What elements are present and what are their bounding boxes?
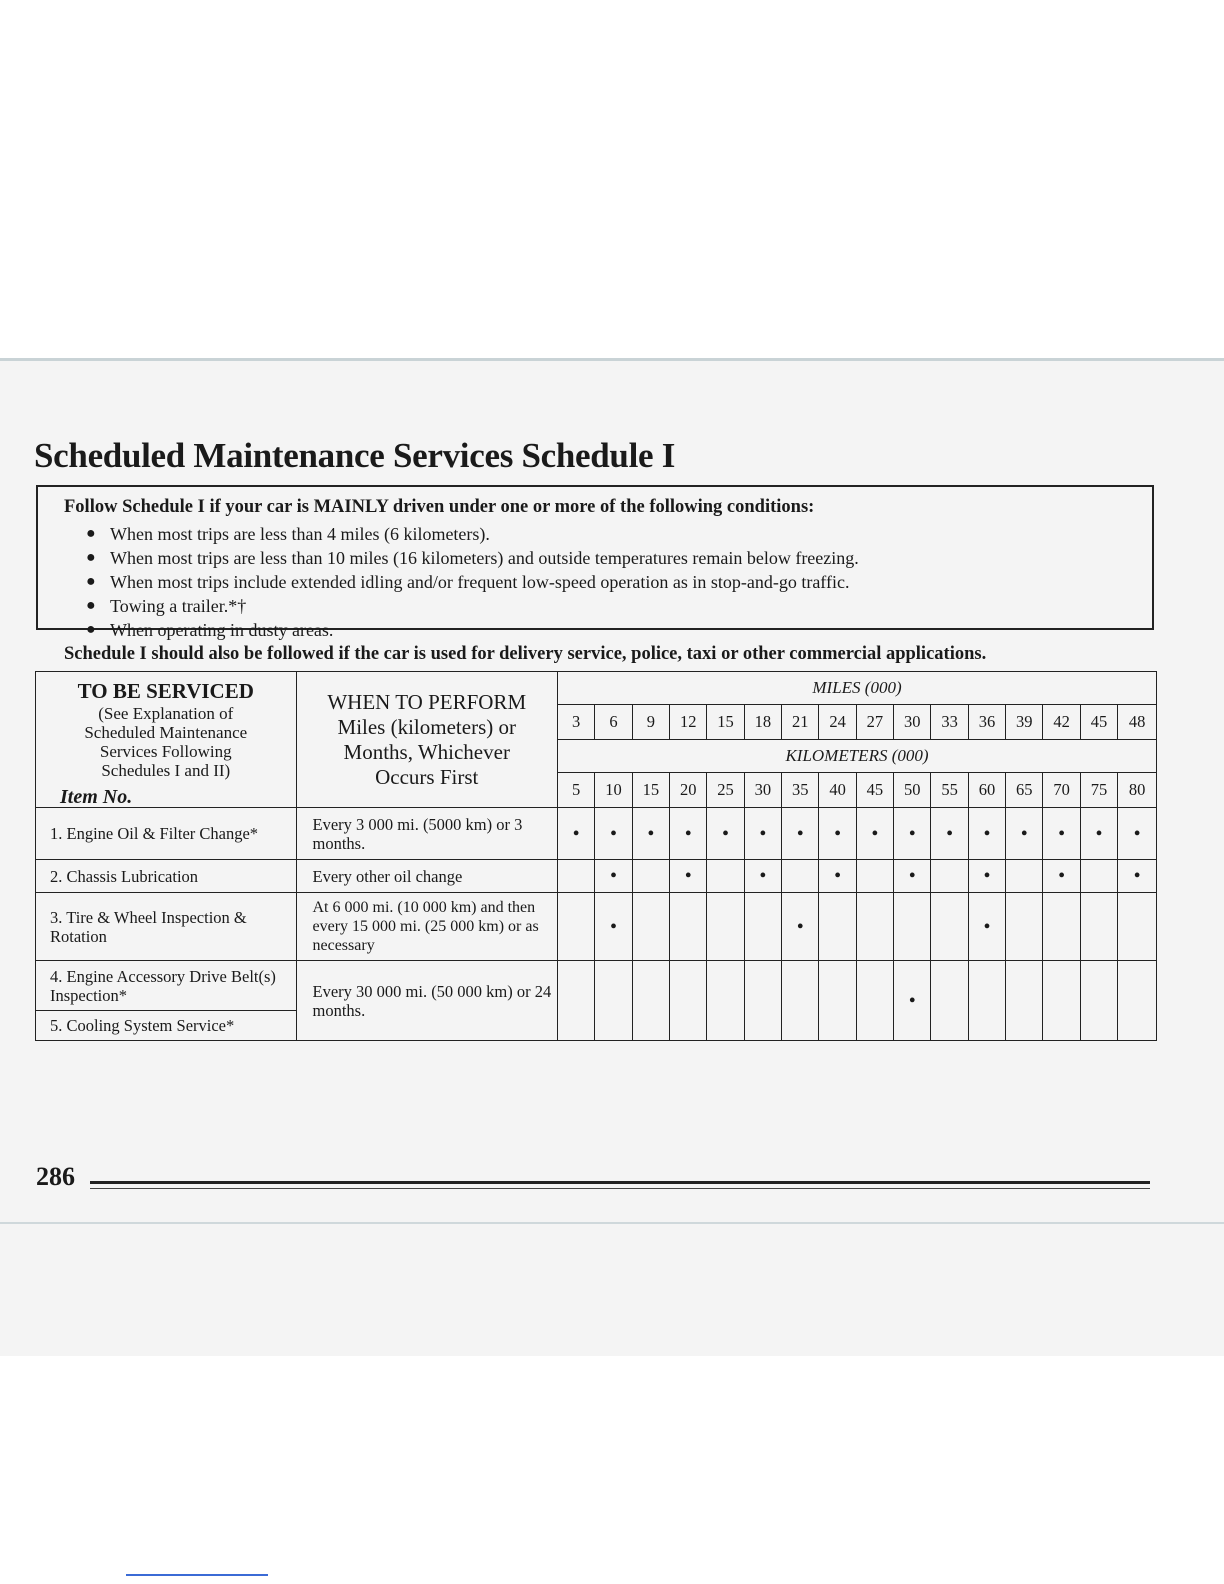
empty-cell [1006,893,1043,961]
table-row [36,893,1157,961]
page-top-edge [0,358,1224,361]
service-dot: • [819,860,856,893]
miles-39: 39 [1006,705,1043,740]
miles-45: 45 [1080,705,1117,740]
conditions-list [86,522,1152,642]
service-dot: • [1043,808,1080,860]
miles-9: 9 [632,705,669,740]
empty-cell [1006,961,1043,1041]
empty-cell [595,961,632,1041]
empty-cell [558,893,595,961]
miles-24: 24 [819,705,856,740]
header-to-be-serviced [36,672,297,808]
conditions-intro: Follow Schedule I if your car is MAINLY driven under one or more of the following conditions: [64,497,815,517]
header-serviced-title: TO BE SERVICED [77,679,254,703]
km-35: 35 [782,773,819,808]
page-bottom-edge [0,1222,1224,1224]
service-dot: • [707,808,744,860]
empty-cell [632,860,669,893]
service-label: 1. Engine Oil & Filter Change* [50,824,259,843]
miles-48: 48 [1118,705,1157,740]
miles-33: 33 [931,705,968,740]
empty-cell [558,860,595,893]
empty-cell [632,893,669,961]
service-dot: • [595,860,632,893]
empty-cell [744,961,781,1041]
bullet-icon: ● [86,573,96,590]
empty-cell [707,961,744,1041]
condition-text: When operating in dusty areas. [110,620,334,640]
km-80: 80 [1118,773,1157,808]
condition-item [86,570,1152,594]
km-55: 55 [931,773,968,808]
empty-cell [931,860,968,893]
service-dot: • [595,808,632,860]
service-dot: • [931,808,968,860]
service-dot: • [744,860,781,893]
service-dot: • [1006,808,1043,860]
service-tire-wheel: 3. Tire & Wheel Inspection & Rotation [36,893,297,961]
service-chassis-lubrication: 2. Chassis Lubrication [36,860,297,893]
service-dot: • [968,860,1005,893]
header-serviced-note: (See Explanation of Scheduled Maintenance Services Following Schedules I and II) [84,704,248,780]
service-dot: • [1118,860,1157,893]
service-dot: • [819,808,856,860]
km-50: 50 [894,773,931,808]
miles-27: 27 [856,705,893,740]
empty-cell [1080,860,1117,893]
bullet-icon: ● [86,525,96,542]
table-row [36,808,1157,860]
service-dot: • [894,961,931,1041]
service-dot: • [894,860,931,893]
service-engine-oil [36,808,297,860]
empty-cell [931,893,968,961]
km-65: 65 [1006,773,1043,808]
km-75: 75 [1080,773,1117,808]
miles-6: 6 [595,705,632,740]
empty-cell [856,893,893,961]
condition-item [86,618,1152,642]
km-25: 25 [707,773,744,808]
maintenance-schedule-table [35,671,1157,1041]
empty-cell [782,961,819,1041]
when-accessory-belt-cooling: Every 30 000 mi. (50 000 km) or 24 months. [296,961,558,1041]
empty-cell [1118,961,1157,1041]
page-title: Scheduled Maintenance Services Schedule I [34,436,676,475]
when-engine-oil: Every 3 000 mi. (5000 km) or 3 months. [296,808,558,860]
miles-36: 36 [968,705,1005,740]
service-dot: • [968,893,1005,961]
empty-cell [856,961,893,1041]
empty-cell [931,961,968,1041]
km-70: 70 [1043,773,1080,808]
miles-3: 3 [558,705,595,740]
service-dot: • [856,808,893,860]
service-dot: • [1043,860,1080,893]
empty-cell [782,860,819,893]
km-20: 20 [670,773,707,808]
empty-cell [558,961,595,1041]
page-number: 286 [36,1162,75,1191]
empty-cell [1118,893,1157,961]
empty-cell [1043,893,1080,961]
bottom-link-underline [126,1574,268,1576]
bullet-icon: ● [86,621,96,638]
service-cooling-system: 5. Cooling System Service* [36,1011,297,1041]
kilometers-band-header: KILOMETERS (000) [558,739,1157,772]
km-45: 45 [856,773,893,808]
empty-cell [632,961,669,1041]
conditions-closing: Schedule I should also be followed if the car is used for delivery service, police, taxi or other commercial applications. [64,644,987,664]
empty-cell [819,961,856,1041]
empty-cell [1006,860,1043,893]
km-40: 40 [819,773,856,808]
empty-cell [1043,961,1080,1041]
miles-band-header: MILES (000) [558,672,1157,705]
empty-cell [744,893,781,961]
service-dot: • [782,893,819,961]
empty-cell [1080,893,1117,961]
empty-cell [968,961,1005,1041]
bullet-icon: ● [86,549,96,566]
service-dot: • [670,808,707,860]
empty-cell [707,860,744,893]
km-10: 10 [595,773,632,808]
bullet-icon: ● [86,597,96,614]
km-30: 30 [744,773,781,808]
empty-cell [707,893,744,961]
empty-cell [670,893,707,961]
service-accessory-belt: 4. Engine Accessory Drive Belt(s) Inspection* [36,961,297,1011]
conditions-box [36,485,1154,664]
condition-text: Towing a trailer.*† [110,596,247,616]
service-dot: • [744,808,781,860]
service-dot: • [558,808,595,860]
footer-rule-thin [90,1188,1150,1189]
when-chassis-lubrication: Every other oil change [296,860,558,893]
service-dot: • [894,808,931,860]
miles-30: 30 [894,705,931,740]
service-dot: • [670,860,707,893]
empty-cell [894,893,931,961]
km-60: 60 [968,773,1005,808]
miles-18: 18 [744,705,781,740]
when-tire-wheel: At 6 000 mi. (10 000 km) and then every 15 000 mi. (25 000 km) or as necessary [296,893,558,961]
km-15: 15 [632,773,669,808]
service-dot: • [782,808,819,860]
service-dot: • [1080,808,1117,860]
condition-item [86,594,1152,618]
service-dot: • [595,893,632,961]
service-dot: • [968,808,1005,860]
miles-12: 12 [670,705,707,740]
service-dot: • [632,808,669,860]
condition-text: When most trips include extended idling and/or frequent low-speed operation as in stop-and-go traffic. [110,572,850,592]
header-item-no: Item No. [60,786,133,808]
condition-text: When most trips are less than 4 miles (6 kilometers). [110,524,490,544]
empty-cell [819,893,856,961]
condition-text: When most trips are less than 10 miles (16 kilometers) and outside temperatures remain below freezing. [110,548,859,568]
header-when-to-perform: WHEN TO PERFORM Miles (kilometers) or Months, Whichever Occurs First [296,672,558,808]
empty-cell [856,860,893,893]
empty-cell [670,961,707,1041]
km-5: 5 [558,773,595,808]
miles-21: 21 [782,705,819,740]
footer-rule [90,1181,1150,1184]
miles-42: 42 [1043,705,1080,740]
empty-cell [1080,961,1117,1041]
condition-item [86,546,1152,570]
miles-15: 15 [707,705,744,740]
service-dot: • [1118,808,1157,860]
table-row [36,961,1157,1011]
condition-item [86,522,1152,546]
table-row [36,860,1157,893]
